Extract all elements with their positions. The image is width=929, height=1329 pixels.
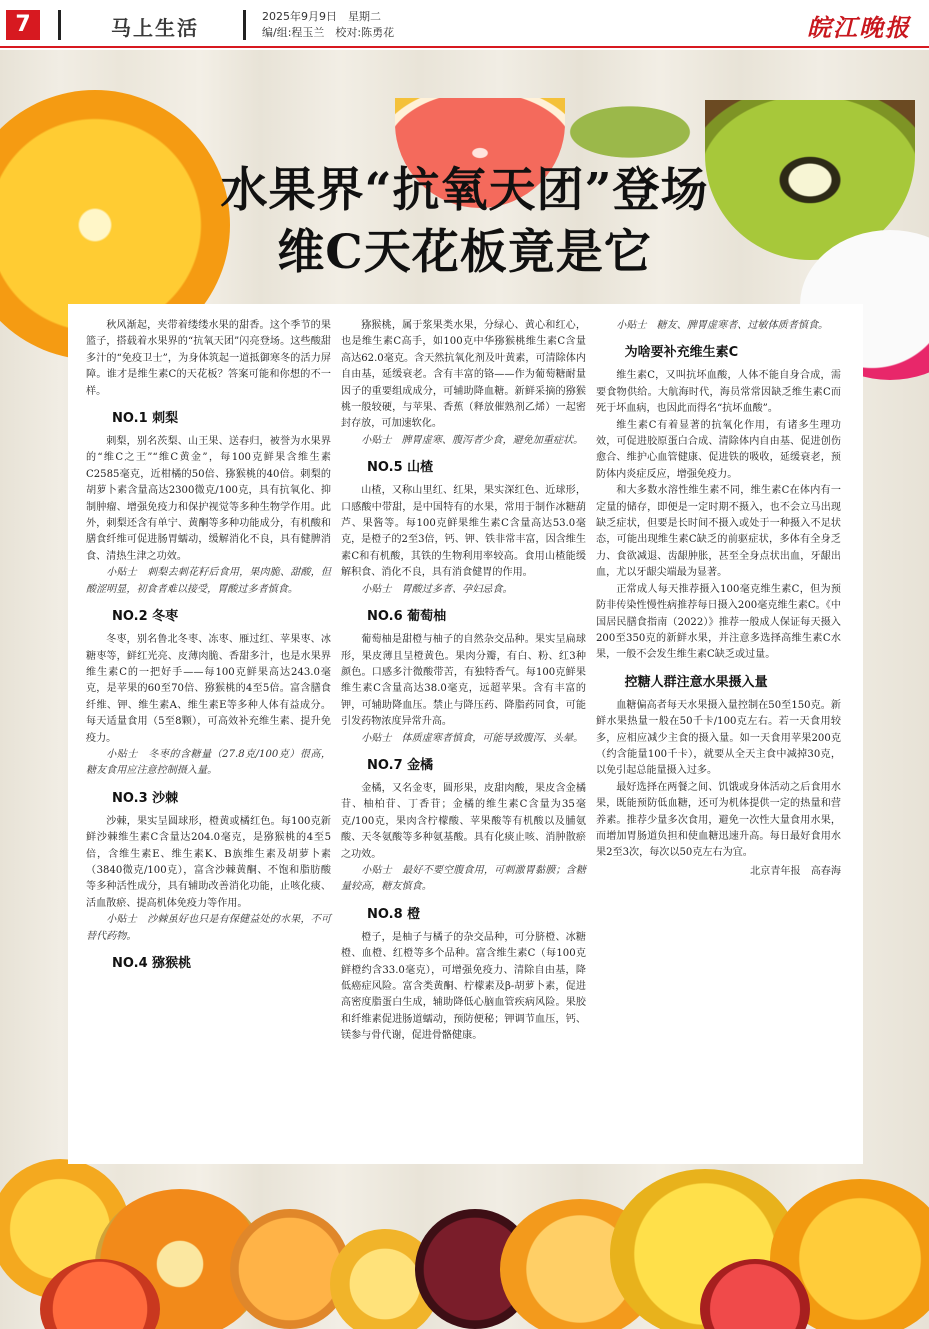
- article-column-3: [596, 318, 841, 880]
- section-heading: 控糖人群注意水果摄入量: [624, 674, 768, 690]
- section-heading: NO.5 山楂: [367, 460, 434, 476]
- body-paragraph: 刺梨，别名茨梨、山王果、送春归，被誉为水果界的“维C之王”“维C黄金”，每100克鲜果含维生素C2585毫克，近柑橘的50倍、猕猴桃的40倍。刺梨的胡萝卜素含量高达2300微克/100克，具有抗氧化、抑制肿瘤、增强免疫力和保护视觉等多种生物学作用。此外，刺梨还含有单宁、黄酮等多种功能成分，有机酸和膳食纤维可促进肠胃蠕动，缓解消化不良，具有健脾消食、清热生津之功效。: [86, 436, 331, 562]
- tip-paragraph: 小贴士 冬枣的含糖量（27.8克/100克）很高，糖友食用应注意控制摄入量。: [86, 748, 331, 777]
- tip-paragraph: 小贴士 脾胃虚寒、腹泻者少食，避免加重症状。: [361, 434, 584, 446]
- paper-logo: 皖江晚报: [807, 13, 911, 42]
- page-number: 7: [6, 10, 40, 40]
- editors-line: 编/组:程玉兰 校对:陈勇花: [262, 26, 395, 39]
- date-line: 2025年9月9日 星期二: [262, 10, 381, 23]
- masthead: [0, 0, 929, 50]
- body-paragraph: 金橘，又名金枣，圆形果，皮甜肉酸，果皮含金橘苷、柚柏苷、丁香苷；金橘的维生素C含量为35毫克/100克，果肉含柠檬酸、苹果酸等有机酸以及脯氨酸、天冬氨酸等多种氨基酸。具有化痰止咳、消肿散瘀之功效。: [341, 782, 586, 860]
- header-divider: [58, 10, 61, 40]
- section-heading: 为啥要补充维生素C: [624, 345, 739, 361]
- article-panel: [68, 304, 863, 1164]
- tip-paragraph: 小贴士 刺梨去刺花籽后食用，果肉脆、甜酸，但酸涩明显，初食者难以接受，胃酸过多者慎食。: [86, 567, 331, 595]
- body-paragraph: 维生素C有着显著的抗氧化作用，有诸多生理功效，可促进胶原蛋白合成、清除体内自由基、促进创伤愈合、维护心血管健康、促进铁的吸收，延缓衰老，预防体内炎症反应，增强免疫力。: [596, 419, 841, 480]
- headline-line-1: 水果界“抗氧天团”登场: [220, 163, 709, 218]
- body-paragraph: 山楂，又称山里红、红果，果实深红色、近球形，口感酸中带甜，是中国特有的水果，常用于制作冰糖葫芦、果酱等。每100克鲜果维生素C含量高达53.0毫克，是橙子的2至3倍，钙、钾、铁非常丰富，因含维生素C和有机酸，其铁的生物利用率较高。食用山楂能缓解积食、消化不良，具有消食健胃的作用。: [341, 485, 586, 579]
- body-paragraph: 橙子，是柚子与橘子的杂交品种，可分脐橙、冰糖橙、血橙、红橙等多个品种。富含维生素C（每100克鲜橙约含33.0毫克），可增强免疫力、清除自由基，降低癌症风险。富含类黄酮、柠檬素及β-胡萝卜素，促进高密度脂蛋白生成，辅助降低心脑血管疾病风险。果胶和纤维素促进肠道蠕动，预防便秘；钾调节血压，钙、镁参与骨代谢，促进骨骼健康。: [341, 931, 586, 1042]
- headline-line-2: 维C天花板竟是它: [277, 225, 652, 280]
- byline: 北京青年报 高春海: [750, 865, 841, 877]
- section-heading: NO.8 橙: [367, 906, 421, 922]
- body-paragraph: 猕猴桃，属于浆果类水果，分绿心、黄心和红心，也是维生素C高手，如100克中华猕猴桃维生素C含量高达62.0毫克。含天然抗氧化剂及叶黄素，可清除体内自由基，延缓衰老。含有丰富的铬——作为葡萄糖耐量因子的重要组成成分，可辅助降血糖。新鲜采摘的猕猴桃一般较硬，与苹果、香蕉（释放催熟剂乙烯）一起密封存放，可加速软化。: [341, 320, 586, 430]
- section-name: 马上生活: [111, 16, 199, 40]
- tip-paragraph: 小贴士 体质虚寒者慎食，可能导致腹泻、头晕。: [361, 732, 584, 744]
- article-column-1: [86, 318, 331, 979]
- section-heading: NO.4 猕猴桃: [112, 956, 192, 971]
- article-column-2: [341, 318, 586, 1045]
- body-paragraph: 维生素C，又叫抗坏血酸，人体不能自身合成，需要食物供给。大航海时代，海员常常因缺乏维生素C而死于坏血病，也因此而得名“抗坏血酸”。: [596, 370, 841, 415]
- masthead-rule: [0, 46, 929, 48]
- section-heading: NO.6 葡萄柚: [367, 609, 447, 625]
- body-paragraph: 正常成人每天推荐摄入100毫克维生素C，但为预防非传染性慢性病推荐每日摄入200毫克维生素C。《中国居民膳食指南（2022）》推荐一般成人保证每天摄入200至350克的新鲜水果，并注意多选择高维生素C水果，一般不会发生维生素C缺乏或过量。: [596, 583, 841, 661]
- lime-image: [560, 102, 700, 162]
- tip-paragraph: 小贴士 沙棘虽好也只是有保健益处的水果，不可替代药物。: [86, 914, 331, 942]
- section-heading: NO.3 沙棘: [112, 790, 179, 806]
- body-paragraph: 最好选择在两餐之间、饥饿或身体活动之后食用水果，既能预防低血糖，还可为机体提供一定的热量和营养素。推荐少量多次食用，避免一次性大量食用水果，而增加胃肠道负担和使血糖迅速升高。每日最好食用水果2至3次，每次以50克左右为宜。: [596, 781, 841, 859]
- fruit-pile-image: [0, 1149, 929, 1329]
- section-heading: NO.7 金橘: [367, 757, 434, 773]
- header-divider: [243, 10, 246, 40]
- section-heading: NO.1 刺梨: [112, 411, 179, 427]
- body-paragraph: 和大多数水溶性维生素不同，维生素C在体内有一定量的储存，即便是一定时期不摄入，也不会立马出现缺乏症状，但要是长时间不摄入或处于一种摄入不足状态，可能出现维生素C缺乏的前驱症状，多体有全身乏力、食欲减退、齿龈肿胀，甚至全身点状出血，牙龈出血，尤以牙龈尖端最为显著。: [596, 485, 841, 579]
- body-paragraph: 血糖偏高者每天水果摄入量控制在50至150克。新鲜水果热量一般在50千卡/100克左右。若一天食用较多，应相应减少主食的摄入量。如一天食用苹果200克（约含能量100千卡），就要从全天主食中减掉30克，以免引起总能量摄入过多。: [596, 699, 841, 777]
- publication-meta: [262, 9, 394, 41]
- body-paragraph: 葡萄柚是甜橙与柚子的自然杂交品种。果实呈扁球形，果皮薄且呈橙黄色。果肉分瓣，有白、粉、红3种颜色。口感多汁微酸带苦，有独特香气。每100克鲜果维生素C含量高达38.0毫克，远超苹果。含有丰富的钾，可辅助降血压。禁止与降压药、降脂药同食，可能引发药物浓度异常升高。: [341, 634, 586, 728]
- section-heading: NO.2 冬枣: [112, 609, 179, 625]
- intro-paragraph: 秋风渐起，夹带着缕缕水果的甜香。这个季节的果篮子，搭载着水果界的“抗氧天团”闪亮登场。这些酸甜多汁的“免疫卫士”，为身体筑起一道抵御寒冬的活力屏障。谁才是维生素C的天花板？答案可能和你想的不一样。: [86, 320, 331, 397]
- headline: [0, 160, 929, 284]
- body-paragraph: 冬枣，别名鲁北冬枣、冻枣、雁过红、苹果枣、冰糖枣等，鲜红光亮、皮薄肉脆、香甜多汁，也是水果界维生素C的一把好手——每100克鲜果高达243.0毫克，是苹果的60至70倍、猕猴桃的4至5倍。富含膳食纤维、钾、维生素A、维生素E等多种人体有益成分。每天适量食用（5至8颗），可高效补充维生素、提升免疫力。: [86, 634, 331, 744]
- body-paragraph: 沙棘，果实呈圆球形，橙黄或橘红色。每100克新鲜沙棘维生素C含量达204.0毫克，是猕猴桃的4至5倍，含维生素E、维生素K、B族维生素及胡萝卜素（3840微克/100克），富含沙棘黄酮、不饱和脂肪酸等多种活性成分，具有辅助改善消化功能，止咳化痰、活血散瘀、提高机体免疫力等作用。: [86, 815, 331, 909]
- tip-paragraph: 小贴士 胃酸过多者、孕妇忌食。: [361, 583, 513, 595]
- tip-paragraph: 小贴士 最好不要空腹食用，可刺激胃黏膜；含糖量较高，糖友慎食。: [341, 864, 586, 893]
- tip-paragraph: 小贴士 糖友、脾胃虚寒者、过敏体质者慎食。: [616, 320, 829, 331]
